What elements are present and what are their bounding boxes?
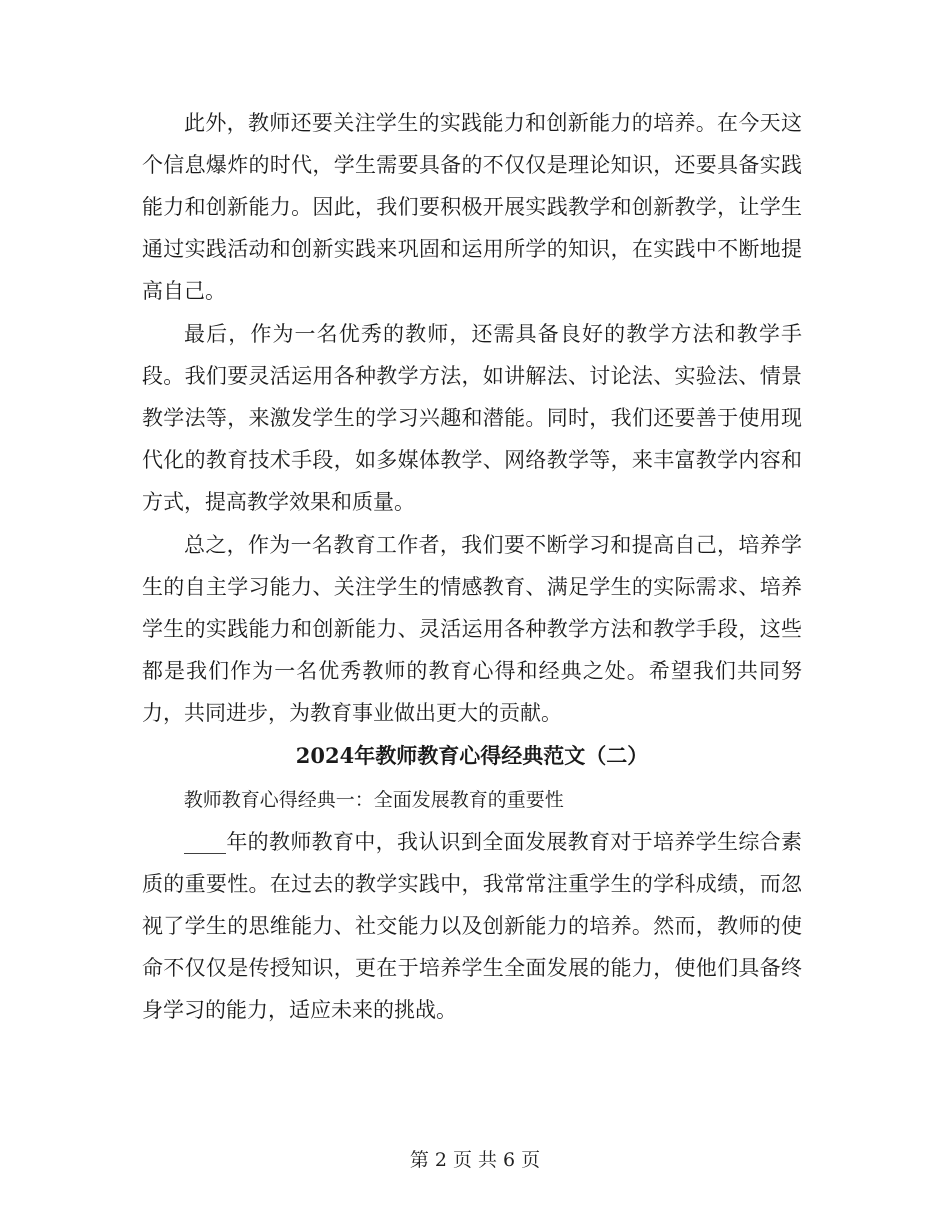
paragraph-teaching-methods: 最后，作为一名优秀的教师，还需具备良好的教学方法和教学手段。我们要灵活运用各种教学方法，如讲解法、讨论法、实验法、情景教学法等，来激发学生的学习兴趣和潜能。同时，我们还要善于使用现代化的教育技术手段，如多媒体教学、网络教学等，来丰富教学内容和方式，提高教学效果和质量。	[142, 322, 802, 514]
paragraph-practice-innovation: 此外，教师还要关注学生的实践能力和创新能力的培养。在今天这个信息爆炸的时代，学生需要具备的不仅仅是理论知识，还要具备实践能力和创新能力。因此，我们要积极开展实践教学和创新教学，让学生通过实践活动和创新实践来巩固和运用所学的知识，在实践中不断地提高自己。	[142, 111, 802, 303]
paragraph-conclusion: 总之，作为一名教育工作者，我们要不断学习和提高自己，培养学生的自主学习能力、关注学生的情感教育、满足学生的实际需求、培养学生的实践能力和创新能力、灵活运用各种教学方法和教学手段，这些都是我们作为一名优秀教师的教育心得和经典之处。希望我们共同努力，共同进步，为教育事业做出更大的贡献。	[142, 533, 802, 725]
paragraph-holistic-education: ____年的教师教育中，我认识到全面发展教育对于培养学生综合素质的重要性。在过去的教学实践中，我常常注重学生的学科成绩，而忽视了学生的思维能力、社交能力以及创新能力的培养。然而，教师的使命不仅仅是传授知识，更在于培养学生全面发展的能力，使他们具备终身学习的能力，适应未来的挑战。	[142, 830, 802, 1022]
document-body	[142, 102, 802, 1031]
section-subheading: 教师教育心得经典一：全面发展教育的重要性	[183, 789, 564, 811]
page-number-footer: 第 2 页 共 6 页	[409, 1149, 541, 1171]
section-title: 2024年教师教育心得经典范文（二）	[295, 743, 649, 768]
